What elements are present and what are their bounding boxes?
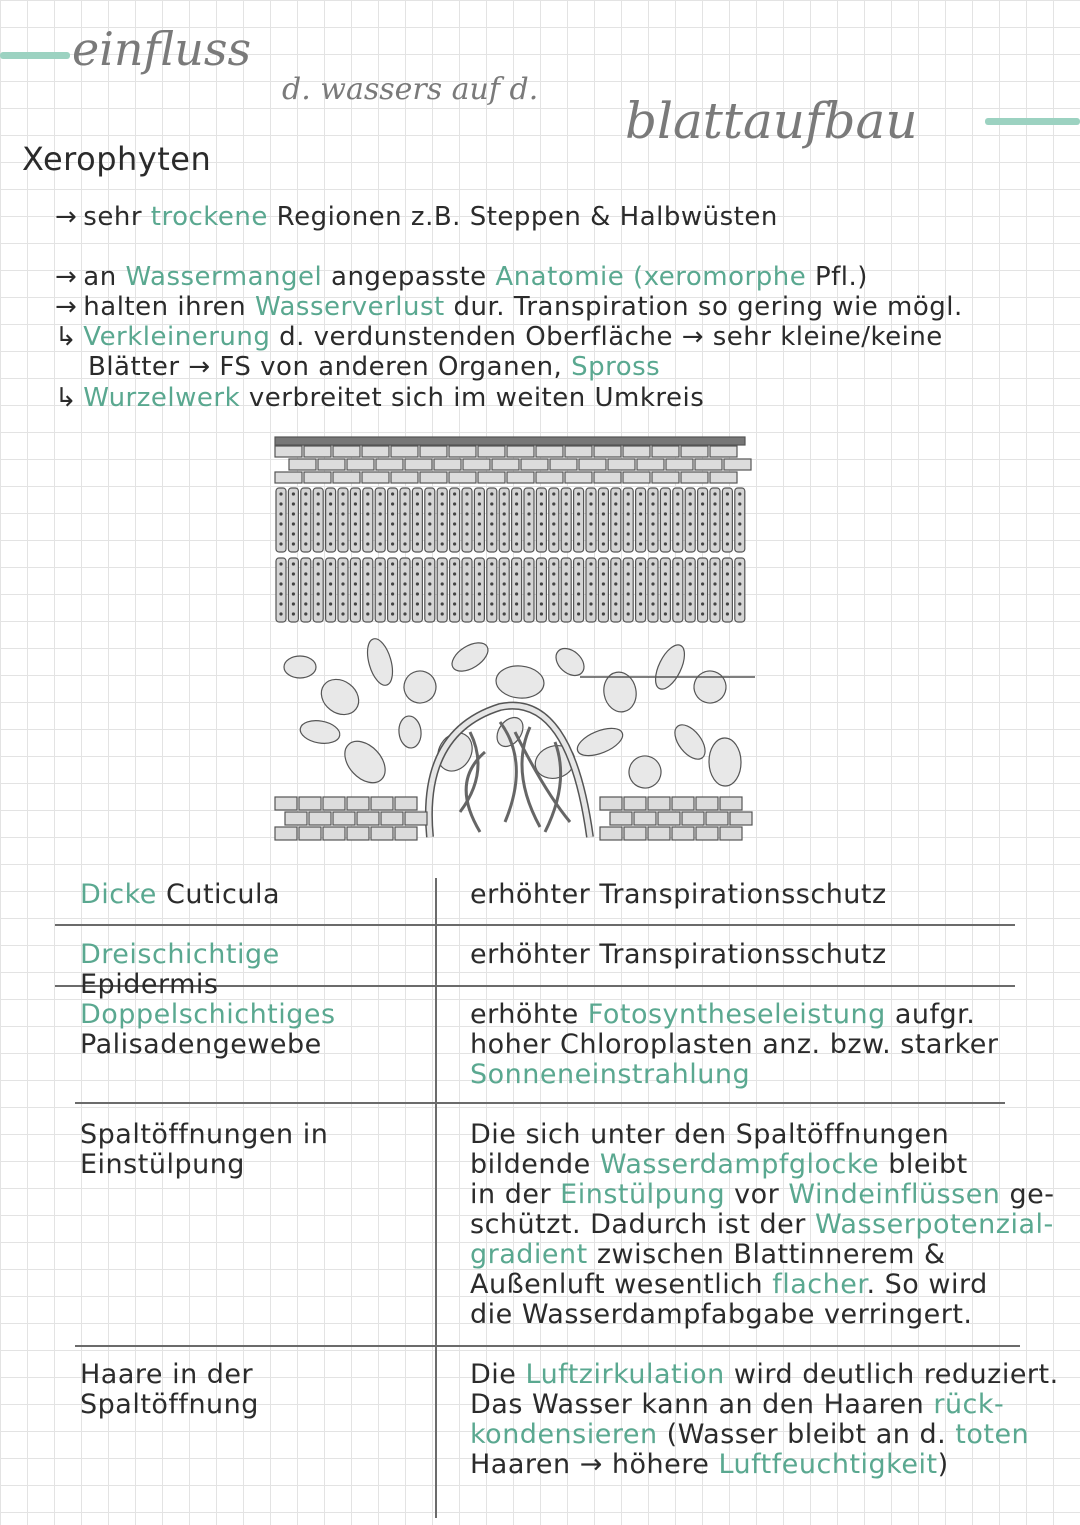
text-run: wird deutlich reduziert. Das Wasser kann an den Haaren xyxy=(470,1359,1059,1420)
table-row-divider xyxy=(55,924,1015,926)
highlight-text: Sonneneinstrahlung xyxy=(470,1059,751,1090)
table-cell-effect xyxy=(470,880,1060,910)
arrow-icon: → xyxy=(55,262,78,292)
table-cell-trait xyxy=(80,1120,425,1180)
highlight-text: flacher xyxy=(772,1269,867,1300)
text-run: ) xyxy=(937,1449,949,1480)
note-line xyxy=(55,322,943,352)
highlight-text: toten xyxy=(955,1419,1030,1450)
text-run: Palisadengewebe xyxy=(80,1029,322,1060)
highlight-text: Wasserverlust xyxy=(254,292,445,322)
arrow-icon: ↳ xyxy=(55,322,78,352)
note-line xyxy=(55,292,963,322)
highlight-text: Windeinflüssen xyxy=(788,1179,1001,1210)
text-run: erhöhter Transpirationsschutz xyxy=(470,939,887,970)
arrow-icon: → xyxy=(55,202,78,232)
header-accent-left xyxy=(0,52,70,59)
table-cell-effect xyxy=(470,1360,1060,1480)
highlight-text: rück- kondensieren xyxy=(470,1389,1005,1450)
arrow-icon: ↳ xyxy=(55,383,78,413)
highlight-text: Wassermangel xyxy=(125,262,323,292)
text-run: erhöhte xyxy=(470,999,588,1030)
text-run: halten ihren xyxy=(83,292,255,322)
note-line xyxy=(88,352,660,382)
text-run: Pfl.) xyxy=(806,262,868,292)
text-run: sehr xyxy=(83,202,151,232)
table-cell-effect xyxy=(470,1120,1060,1330)
table-cell-effect xyxy=(470,1000,1060,1090)
text-run: vor xyxy=(725,1179,789,1210)
highlight-text: trockene xyxy=(150,202,268,232)
text-run: Epidermis xyxy=(80,939,289,1000)
highlight-text: Wasserdampfglocke xyxy=(599,1149,880,1180)
text-run: d. verdunstenden Oberfläche → sehr kleine/keine xyxy=(270,322,943,352)
highlight-text: Verkleinerung xyxy=(83,322,271,352)
table-row-divider xyxy=(75,1102,1005,1104)
text-run: . So wird die Wasserdampfabgabe verringert. xyxy=(470,1269,988,1330)
table-cell-trait xyxy=(80,880,425,910)
text-run: verbreitet sich im weiten Umkreis xyxy=(240,383,705,413)
header-word-blattaufbau: blattaufbau xyxy=(625,92,918,150)
section-title: Xerophyten xyxy=(22,140,212,178)
leaf-cross-section-icon xyxy=(270,432,760,852)
text-run: dur. Transpiration so gering wie mögl. xyxy=(444,292,963,322)
text-run: (Wasser bleibt an d. xyxy=(657,1419,956,1450)
table-row-divider xyxy=(75,1345,1020,1347)
text-run: Haaren → höhere xyxy=(470,1449,710,1480)
text-run: angepasste xyxy=(322,262,496,292)
table-cell-trait xyxy=(80,940,425,1000)
table-cell-trait xyxy=(80,1360,425,1420)
table-divider-vertical xyxy=(435,878,437,1518)
arrow-icon: → xyxy=(55,292,78,322)
text-run: bleibt in der xyxy=(470,1149,968,1210)
text-run: Die xyxy=(470,1359,526,1390)
text-run: Blätter → FS von anderen Organen, xyxy=(88,352,572,382)
highlight-text: Anatomie xyxy=(495,262,625,292)
text-run: zwischen Blattinnerem & Außenluft wesentlich xyxy=(470,1239,946,1300)
header-accent-right xyxy=(985,118,1080,125)
header-word-wassers: d. wassers auf d. xyxy=(282,72,539,107)
highlight-text: Luftfeuchtigkeit xyxy=(718,1449,938,1480)
highlight-text: Doppelschichtiges xyxy=(80,999,336,1030)
text-run: Die sich unter den Spaltöffnungen bildende xyxy=(470,1119,950,1180)
text-run: erhöhter Transpirationsschutz xyxy=(470,879,887,910)
text-run: Haare in der Spaltöffnung xyxy=(80,1359,259,1420)
note-line xyxy=(55,202,778,232)
highlight-text: Fotosyntheseleistung xyxy=(587,999,886,1030)
text-run: Regionen z.B. Steppen & Halbwüsten xyxy=(267,202,778,232)
highlight-text: Luftzirkulation xyxy=(525,1359,725,1390)
text-run: an xyxy=(83,262,126,292)
text-run: Cuticula xyxy=(156,879,281,910)
highlight-text: Dreischichtige xyxy=(80,939,280,970)
highlight-text: Spross xyxy=(571,352,661,382)
highlight-text: Wurzelwerk xyxy=(83,383,241,413)
text-run: Spaltöffnungen in Einstülpung xyxy=(80,1119,329,1180)
note-line xyxy=(55,383,704,413)
text-run: ge- schützt. Dadurch ist der xyxy=(470,1179,1055,1240)
table-cell-trait xyxy=(80,1000,425,1060)
text-run: aufgr. hoher Chloroplasten anz. bzw. starker xyxy=(470,999,999,1060)
highlight-text: Einstülpung xyxy=(560,1179,726,1210)
highlight-text: Wasserpotenzial- gradient xyxy=(470,1209,1054,1270)
highlight-text: Dicke xyxy=(80,879,157,910)
highlight-text: (xeromorphe xyxy=(633,262,807,292)
note-line xyxy=(55,262,868,292)
text-run xyxy=(624,262,633,292)
header-word-einfluss: einfluss xyxy=(72,22,252,76)
table-cell-effect xyxy=(470,940,1060,970)
